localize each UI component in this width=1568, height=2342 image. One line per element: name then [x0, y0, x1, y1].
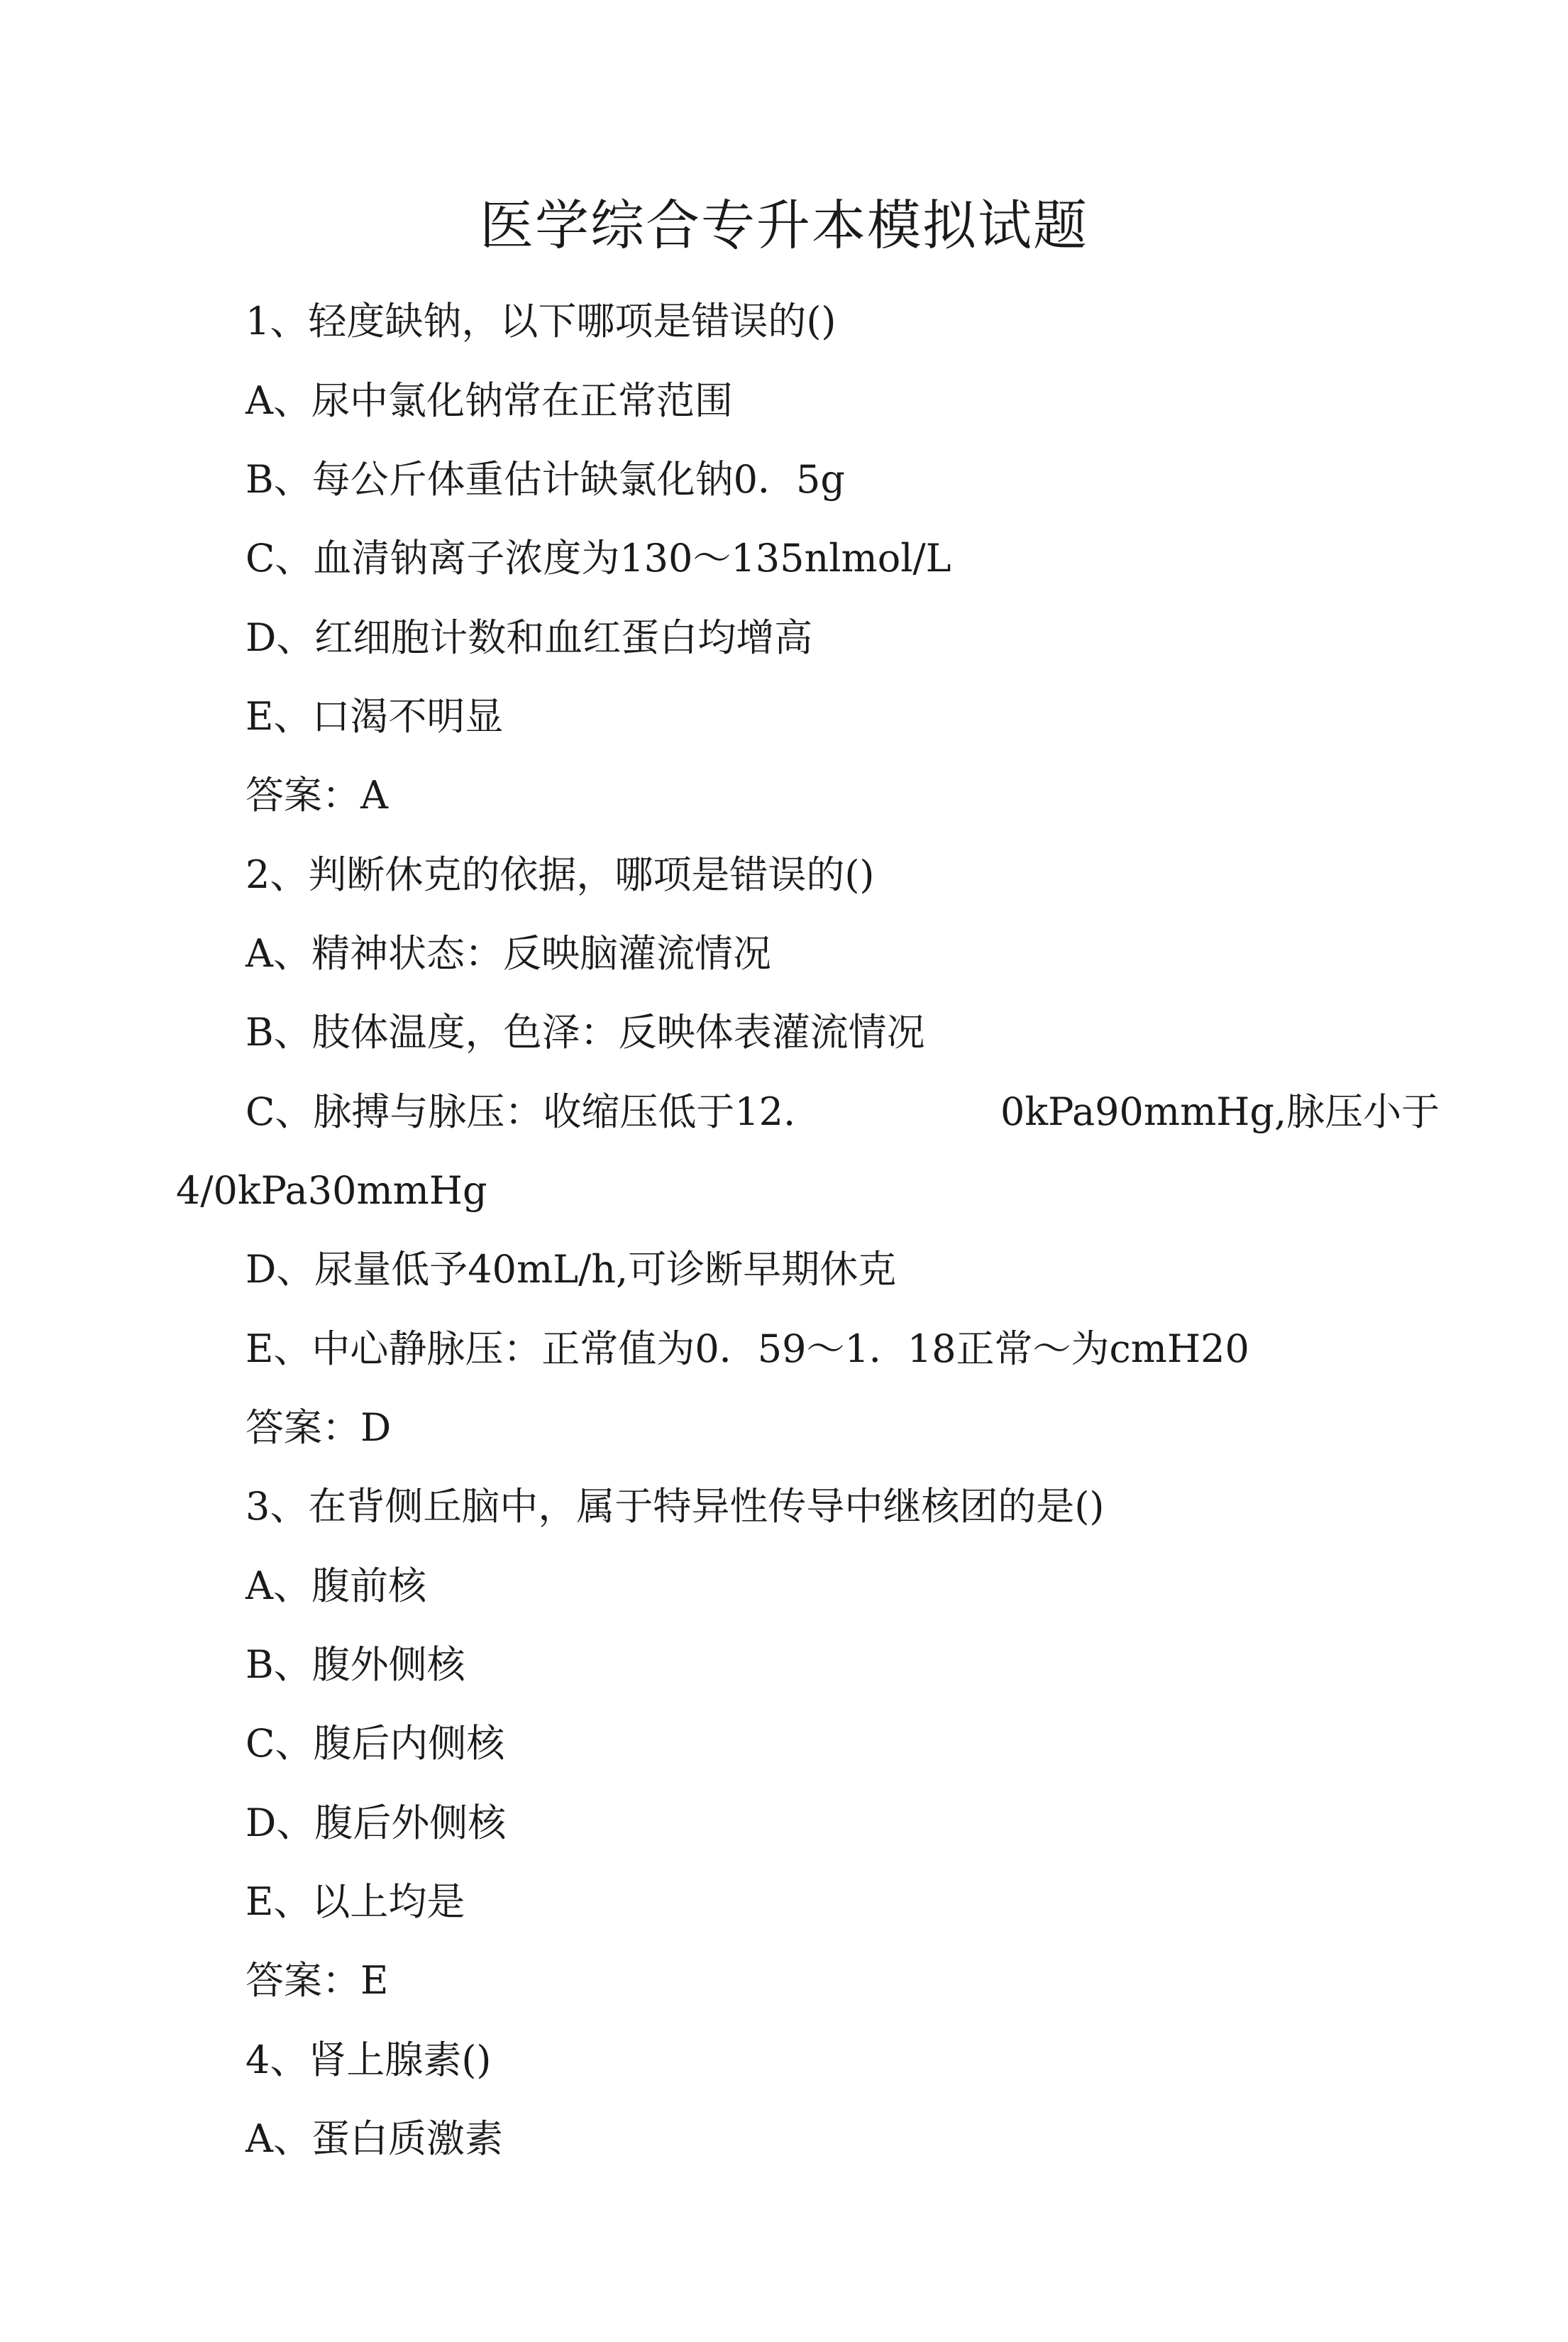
- question-3-option-b: B、腹外侧核: [245, 1642, 465, 1687]
- question-3-stem: 3、在背侧丘脑中，属于特异性传导中继核团的是(): [245, 1484, 1105, 1529]
- question-2-option-c-part-1: C、脉搏与脉压：收缩压低于12.: [245, 1089, 796, 1134]
- question-2-stem: 2、判断休克的依据，哪项是错误的(): [245, 852, 875, 897]
- question-3-answer: 答案：E: [245, 1958, 389, 2003]
- question-3-option-a: A、腹前核: [245, 1563, 426, 1608]
- question-2-option-c-part-2: 0kPa90mmHg,脉压小于: [1000, 1089, 1440, 1134]
- question-3-option-c: C、腹后内侧核: [245, 1721, 505, 1766]
- document-title: 医学综合专升本模拟试题: [480, 194, 1088, 257]
- question-1-option-a: A、尿中氯化钠常在正常范围: [245, 378, 733, 423]
- question-2-option-d: D、尿量低予40mL/h,可诊断早期休克: [245, 1247, 897, 1292]
- question-2-option-a: A、精神状态：反映脑灌流情况: [245, 931, 771, 976]
- question-4-stem: 4、肾上腺素(): [245, 2038, 492, 2082]
- question-2-answer: 答案：D: [245, 1405, 392, 1450]
- question-2-option-e: E、中心静脉压：正常值为0．59〜1．18正常〜为cmH20: [245, 1326, 1249, 1371]
- question-1-option-d: D、红细胞计数和血红蛋白均增高: [245, 615, 813, 660]
- question-2-option-c-continuation: 4/0kPa30mmHg: [176, 1168, 487, 1213]
- question-3-option-d: D、腹后外侧核: [245, 1801, 507, 1845]
- question-3-option-e: E、以上均是: [245, 1879, 465, 1924]
- question-2-option-b: B、肢体温度，色泽：反映体表灌流情况: [245, 1010, 925, 1055]
- question-1-answer: 答案：A: [245, 773, 388, 818]
- question-1-option-c: C、血清钠离子浓度为130〜135nlmol/L: [245, 536, 951, 581]
- question-1-option-e: E、口渴不明显: [245, 694, 504, 739]
- question-1-stem: 1、轻度缺钠，以下哪项是错误的(): [245, 299, 837, 343]
- question-4-option-a: A、蛋白质激素: [245, 2116, 503, 2161]
- question-1-option-b: B、每公斤体重估计缺氯化钠0．5g: [245, 457, 845, 502]
